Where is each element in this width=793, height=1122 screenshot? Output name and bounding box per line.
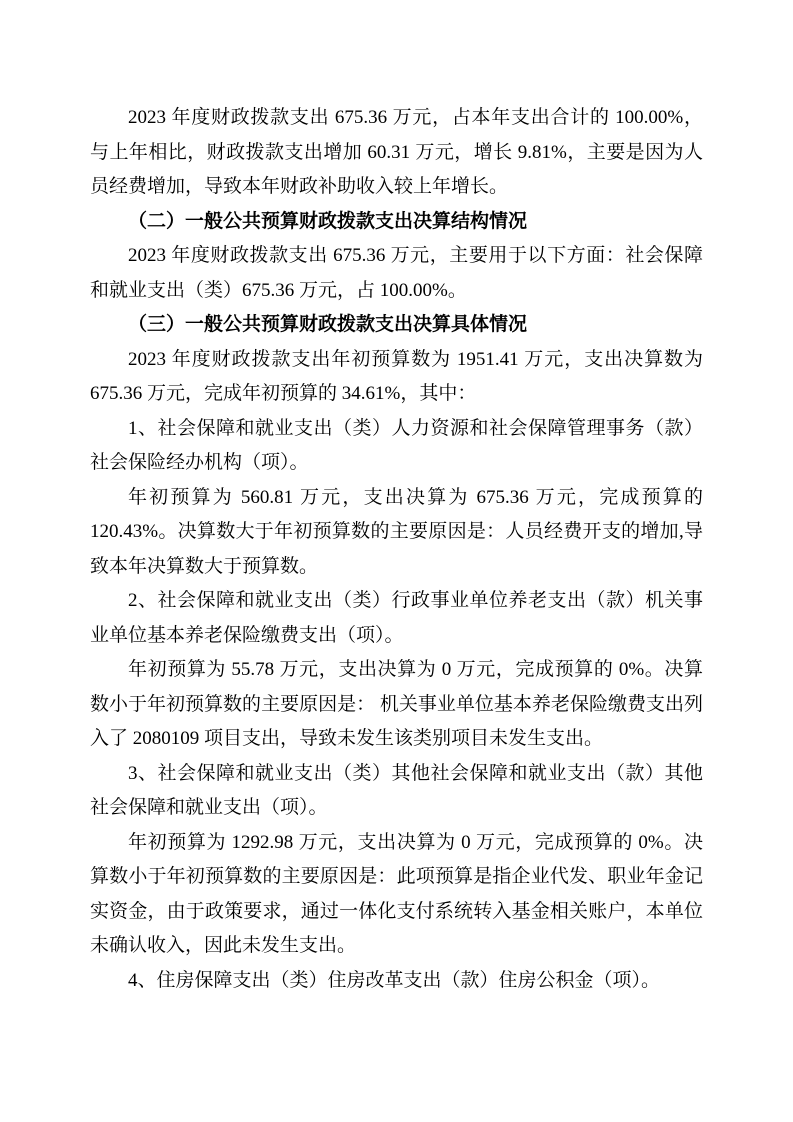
para-item-3-detail: 年初预算为 1292.98 万元，支出决算为 0 万元，完成预算的 0%。决算数小于年初预算数的主要原因是：此项预算是指企业代发、职业年金记实资金，由于政策要求，通过一体化支付系统转入基金相关账户，本单位未确认收入，因此未发生支出。 — [90, 831, 703, 956]
para-item-2-detail: 年初预算为 55.78 万元，支出决算为 0 万元，完成预算的 0%。决算数小于年初预算数的主要原因是： 机关事业单位基本养老保险缴费支出列入了 2080109 项目支出，导致未发生该类别项目未发生支出。 — [90, 659, 703, 749]
para-budget-vs-final-overview: 2023 年度财政拨款支出年初预算数为 1951.41 万元，支出决算数为 675.36 万元，完成年初预算的 34.61%，其中： — [90, 348, 703, 404]
para-fiscal-expenditure-overview: 2023 年度财政拨款支出 675.36 万元，占本年支出合计的 100.00%，与上年相比，财政拨款支出增加 60.31 万元，增长 9.81%，主要是因为人员经费增加，导致本年财政补助收入较上年增长。 — [90, 107, 703, 197]
para-item-1-detail: 年初预算为 560.81 万元，支出决算为 675.36 万元，完成预算的 120.43%。决算数大于年初预算数的主要原因是：人员经费开支的增加,导致本年决算数大于预算数。 — [90, 486, 703, 577]
heading-section-2-expenditure-structure: （二）一般公共预算财政拨款支出决算结构情况 — [128, 210, 528, 232]
para-item-3-title: 3、社会保障和就业支出（类）其他社会保障和就业支出（款）其他社会保障和就业支出（项）。 — [90, 762, 703, 818]
para-item-1-title: 1、社会保障和就业支出（类）人力资源和社会保障管理事务（款）社会保险经办机构（项）。 — [90, 417, 703, 473]
para-item-4-title: 4、住房保障支出（类）住房改革支出（款）住房公积金（项）。 — [128, 969, 661, 991]
para-expenditure-structure-detail: 2023 年度财政拨款支出 675.36 万元，主要用于以下方面：社会保障和就业支出（类）675.36 万元，占 100.00%。 — [90, 245, 703, 301]
para-item-2-title: 2、社会保障和就业支出（类）行政事业单位养老支出（款）机关事业单位基本养老保险缴费支出（项）。 — [90, 590, 703, 646]
heading-section-3-expenditure-specifics: （三）一般公共预算财政拨款支出决算具体情况 — [128, 314, 528, 335]
